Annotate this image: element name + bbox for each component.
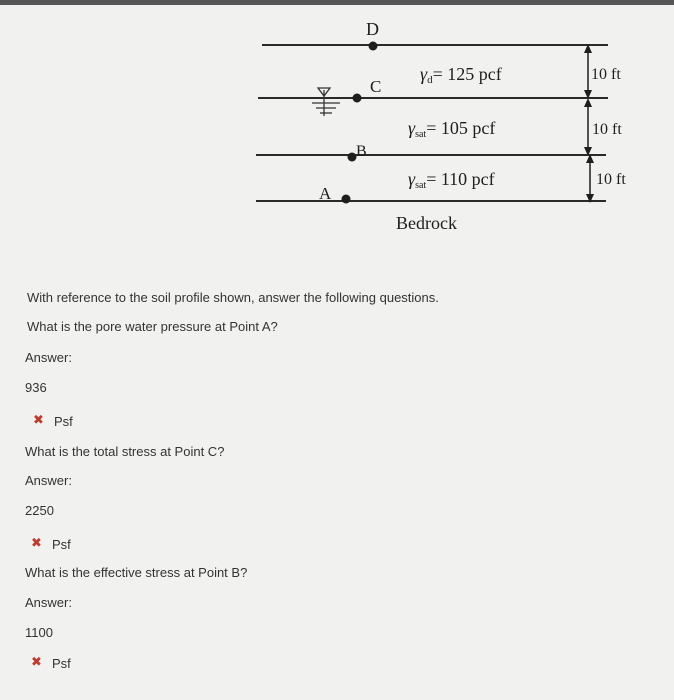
question-1-answer-input[interactable]: 936 [25, 380, 47, 395]
question-2-text: What is the total stress at Point C? [25, 444, 225, 459]
cross-icon: ✖ [33, 413, 44, 428]
layer-2-unit-weight: γsat= 105 pcf [408, 118, 496, 140]
question-1-unit: Psf [54, 414, 73, 429]
point-d-label: D [366, 19, 379, 39]
layer-1-unit-weight: γd= 125 pcf [420, 64, 502, 86]
question-3-text: What is the effective stress at Point B? [25, 565, 248, 580]
layer-3-thickness: 10 ft [596, 171, 626, 188]
point-a-label: A [319, 184, 332, 203]
water-table-icon [312, 88, 340, 116]
soil-profile-diagram [0, 0, 674, 250]
layer-1-thickness: 10 ft [591, 66, 621, 83]
layer-3-unit-weight: γsat= 110 pcf [408, 169, 495, 191]
cross-icon: ✖ [31, 655, 42, 670]
question-2-unit: Psf [52, 537, 71, 552]
question-1-text: What is the pore water pressure at Point A? [27, 319, 278, 334]
cross-icon: ✖ [31, 536, 42, 551]
question-1-answer-label: Answer: [25, 350, 72, 365]
bedrock-label: Bedrock [396, 213, 457, 233]
question-2-answer-input[interactable]: 2250 [25, 503, 54, 518]
question-3-answer-input[interactable]: 1100 [25, 625, 53, 640]
point-c-marker [353, 94, 362, 103]
point-b-label: B [356, 143, 367, 160]
point-a-marker [342, 195, 351, 204]
layer-2-thickness: 10 ft [592, 121, 622, 138]
question-3-unit: Psf [52, 656, 71, 671]
question-3-answer-label: Answer: [25, 595, 72, 610]
point-c-label: C [370, 77, 382, 96]
intro-text: With reference to the soil profile shown, answer the following questions. [27, 290, 439, 305]
point-d-marker [369, 42, 378, 51]
question-2-answer-label: Answer: [25, 473, 72, 488]
